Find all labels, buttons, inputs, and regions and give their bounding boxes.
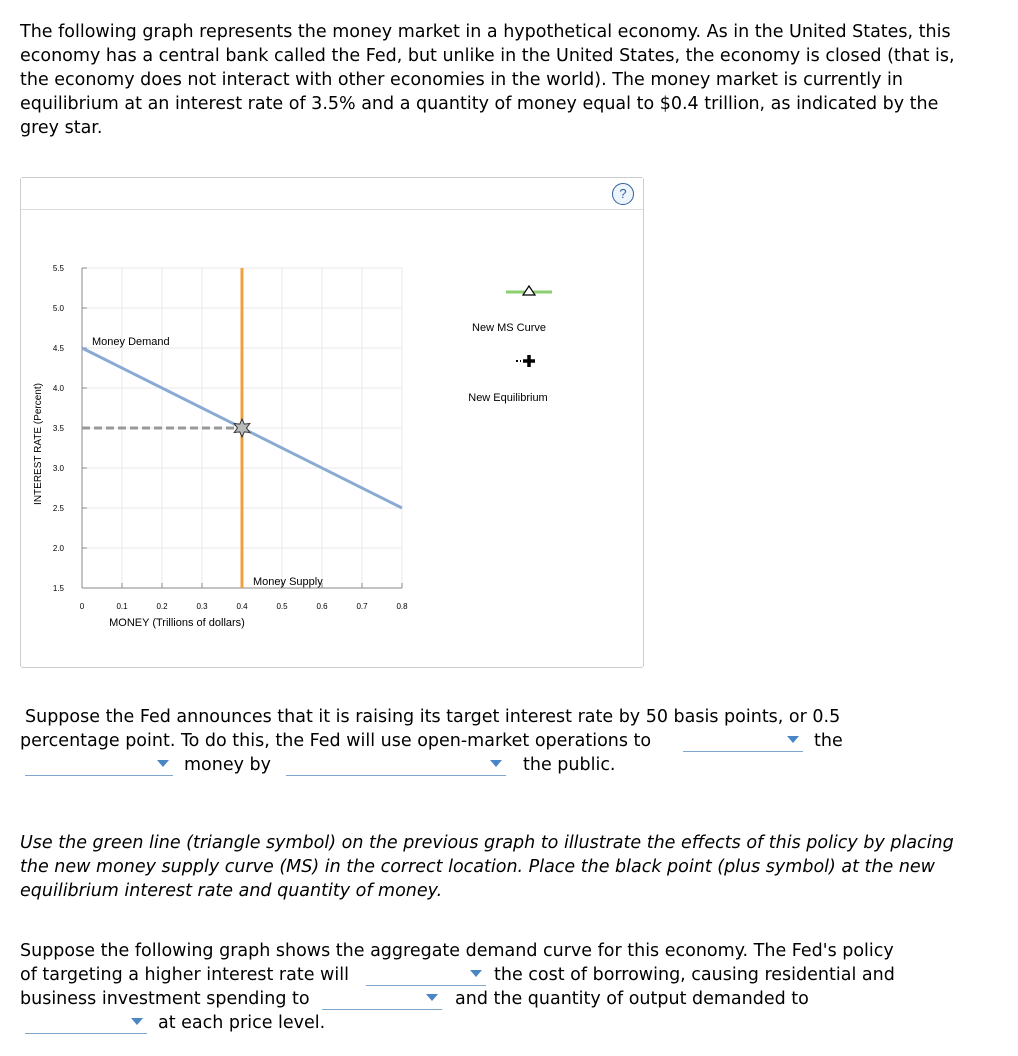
new-equilibrium-legend-label: New Equilibrium — [468, 392, 548, 404]
x-tick-label-7: 0.7 — [356, 602, 368, 611]
plus-icon[interactable] — [523, 355, 535, 367]
q1-line2-a: percentage point. To do this, the Fed will use open-market operations to — [20, 731, 652, 751]
q1-line3-a: money by — [184, 755, 271, 775]
graph-panel — [20, 177, 644, 668]
x-axis-title: MONEY (Trillions of dollars) — [109, 617, 245, 629]
intro-paragraph: The following graph represents the money market in a hypothetical economy. As in the United States, this economy has a central bank called the Fed, but unlike in the United States, the economy is closed (that is, the economy does not interact with other economies in the world). The money market is currently in equilibrium at an interest rate of 3.5% and a quantity of money equal to $0.4 trillion, as indicated by the grey star. — [20, 22, 955, 138]
q2-dropdown-output[interactable] — [25, 1015, 147, 1034]
help-button[interactable]: ? — [612, 183, 634, 205]
y-tick-label-2: 2.5 — [52, 504, 64, 513]
x-tick-label-6: 0.6 — [316, 602, 328, 611]
x-tick-label-5: 0.5 — [276, 602, 288, 611]
q2-line2-a: of targeting a higher interest rate will — [20, 965, 349, 985]
money-demand-label: Money Demand — [92, 336, 170, 348]
q1-dropdown-transaction[interactable] — [286, 757, 506, 776]
y-tick-label-6: 4.5 — [52, 344, 64, 353]
x-tick-label-4: 0.4 — [236, 602, 248, 611]
x-tick-label-8: 0.8 — [396, 602, 408, 611]
q1-line3-b: the public. — [523, 755, 616, 775]
q2-line3-b: and the quantity of output demanded to — [455, 989, 809, 1009]
graph-instructions: Use the green line (triangle symbol) on the previous graph to illustrate the effects of this policy by placing the new money supply curve (MS) in the correct location. Place the black point (plus symbol) at the new equilibrium interest rate and quantity of money. — [20, 833, 954, 901]
q2-line2-b: the cost of borrowing, causing residential and — [494, 965, 895, 985]
q2-line1: Suppose the following graph shows the aggregate demand curve for this economy. The Fed's policy — [20, 941, 894, 961]
y-tick-label-1: 2.0 — [52, 544, 64, 553]
q1-line2-b: the — [814, 731, 843, 751]
chart-labels — [33, 264, 408, 629]
chevron-down-icon — [787, 736, 799, 743]
x-tick-label-2: 0.2 — [156, 602, 168, 611]
x-tick-label-3: 0.3 — [196, 602, 208, 611]
chevron-down-icon — [470, 970, 482, 977]
chevron-down-icon — [157, 760, 169, 767]
chart-legend[interactable] — [468, 286, 552, 404]
y-tick-label-8: 5.5 — [52, 264, 64, 273]
new-ms-curve-legend-label: New MS Curve — [472, 322, 546, 334]
y-tick-label-5: 4.0 — [52, 384, 64, 393]
q1-dropdown-direction[interactable] — [25, 757, 173, 776]
y-tick-label-7: 5.0 — [52, 304, 64, 313]
money-supply-label: Money Supply — [253, 576, 323, 588]
q2-dropdown-investment[interactable] — [322, 991, 442, 1010]
q1-line1: Suppose the Fed announces that it is raising its target interest rate by 50 basis points, or 0.5 — [25, 707, 841, 727]
y-axis-title: INTEREST RATE (Percent) — [33, 383, 44, 505]
chevron-down-icon — [426, 994, 438, 1001]
money-market-chart[interactable] — [21, 178, 643, 667]
chevron-down-icon — [131, 1018, 143, 1025]
q1-dropdown-action[interactable] — [683, 733, 803, 752]
chevron-down-icon — [490, 760, 502, 767]
q2-line4-a: at each price level. — [158, 1013, 326, 1033]
y-tick-label-4: 3.5 — [52, 424, 64, 433]
x-tick-label-0: 0 — [79, 602, 85, 611]
q2-line3-a: business investment spending to — [20, 989, 310, 1009]
y-tick-label-3: 3.0 — [52, 464, 64, 473]
q2-dropdown-cost[interactable] — [366, 967, 486, 986]
x-tick-label-1: 0.1 — [116, 602, 128, 611]
y-tick-label-0: 1.5 — [52, 584, 64, 593]
